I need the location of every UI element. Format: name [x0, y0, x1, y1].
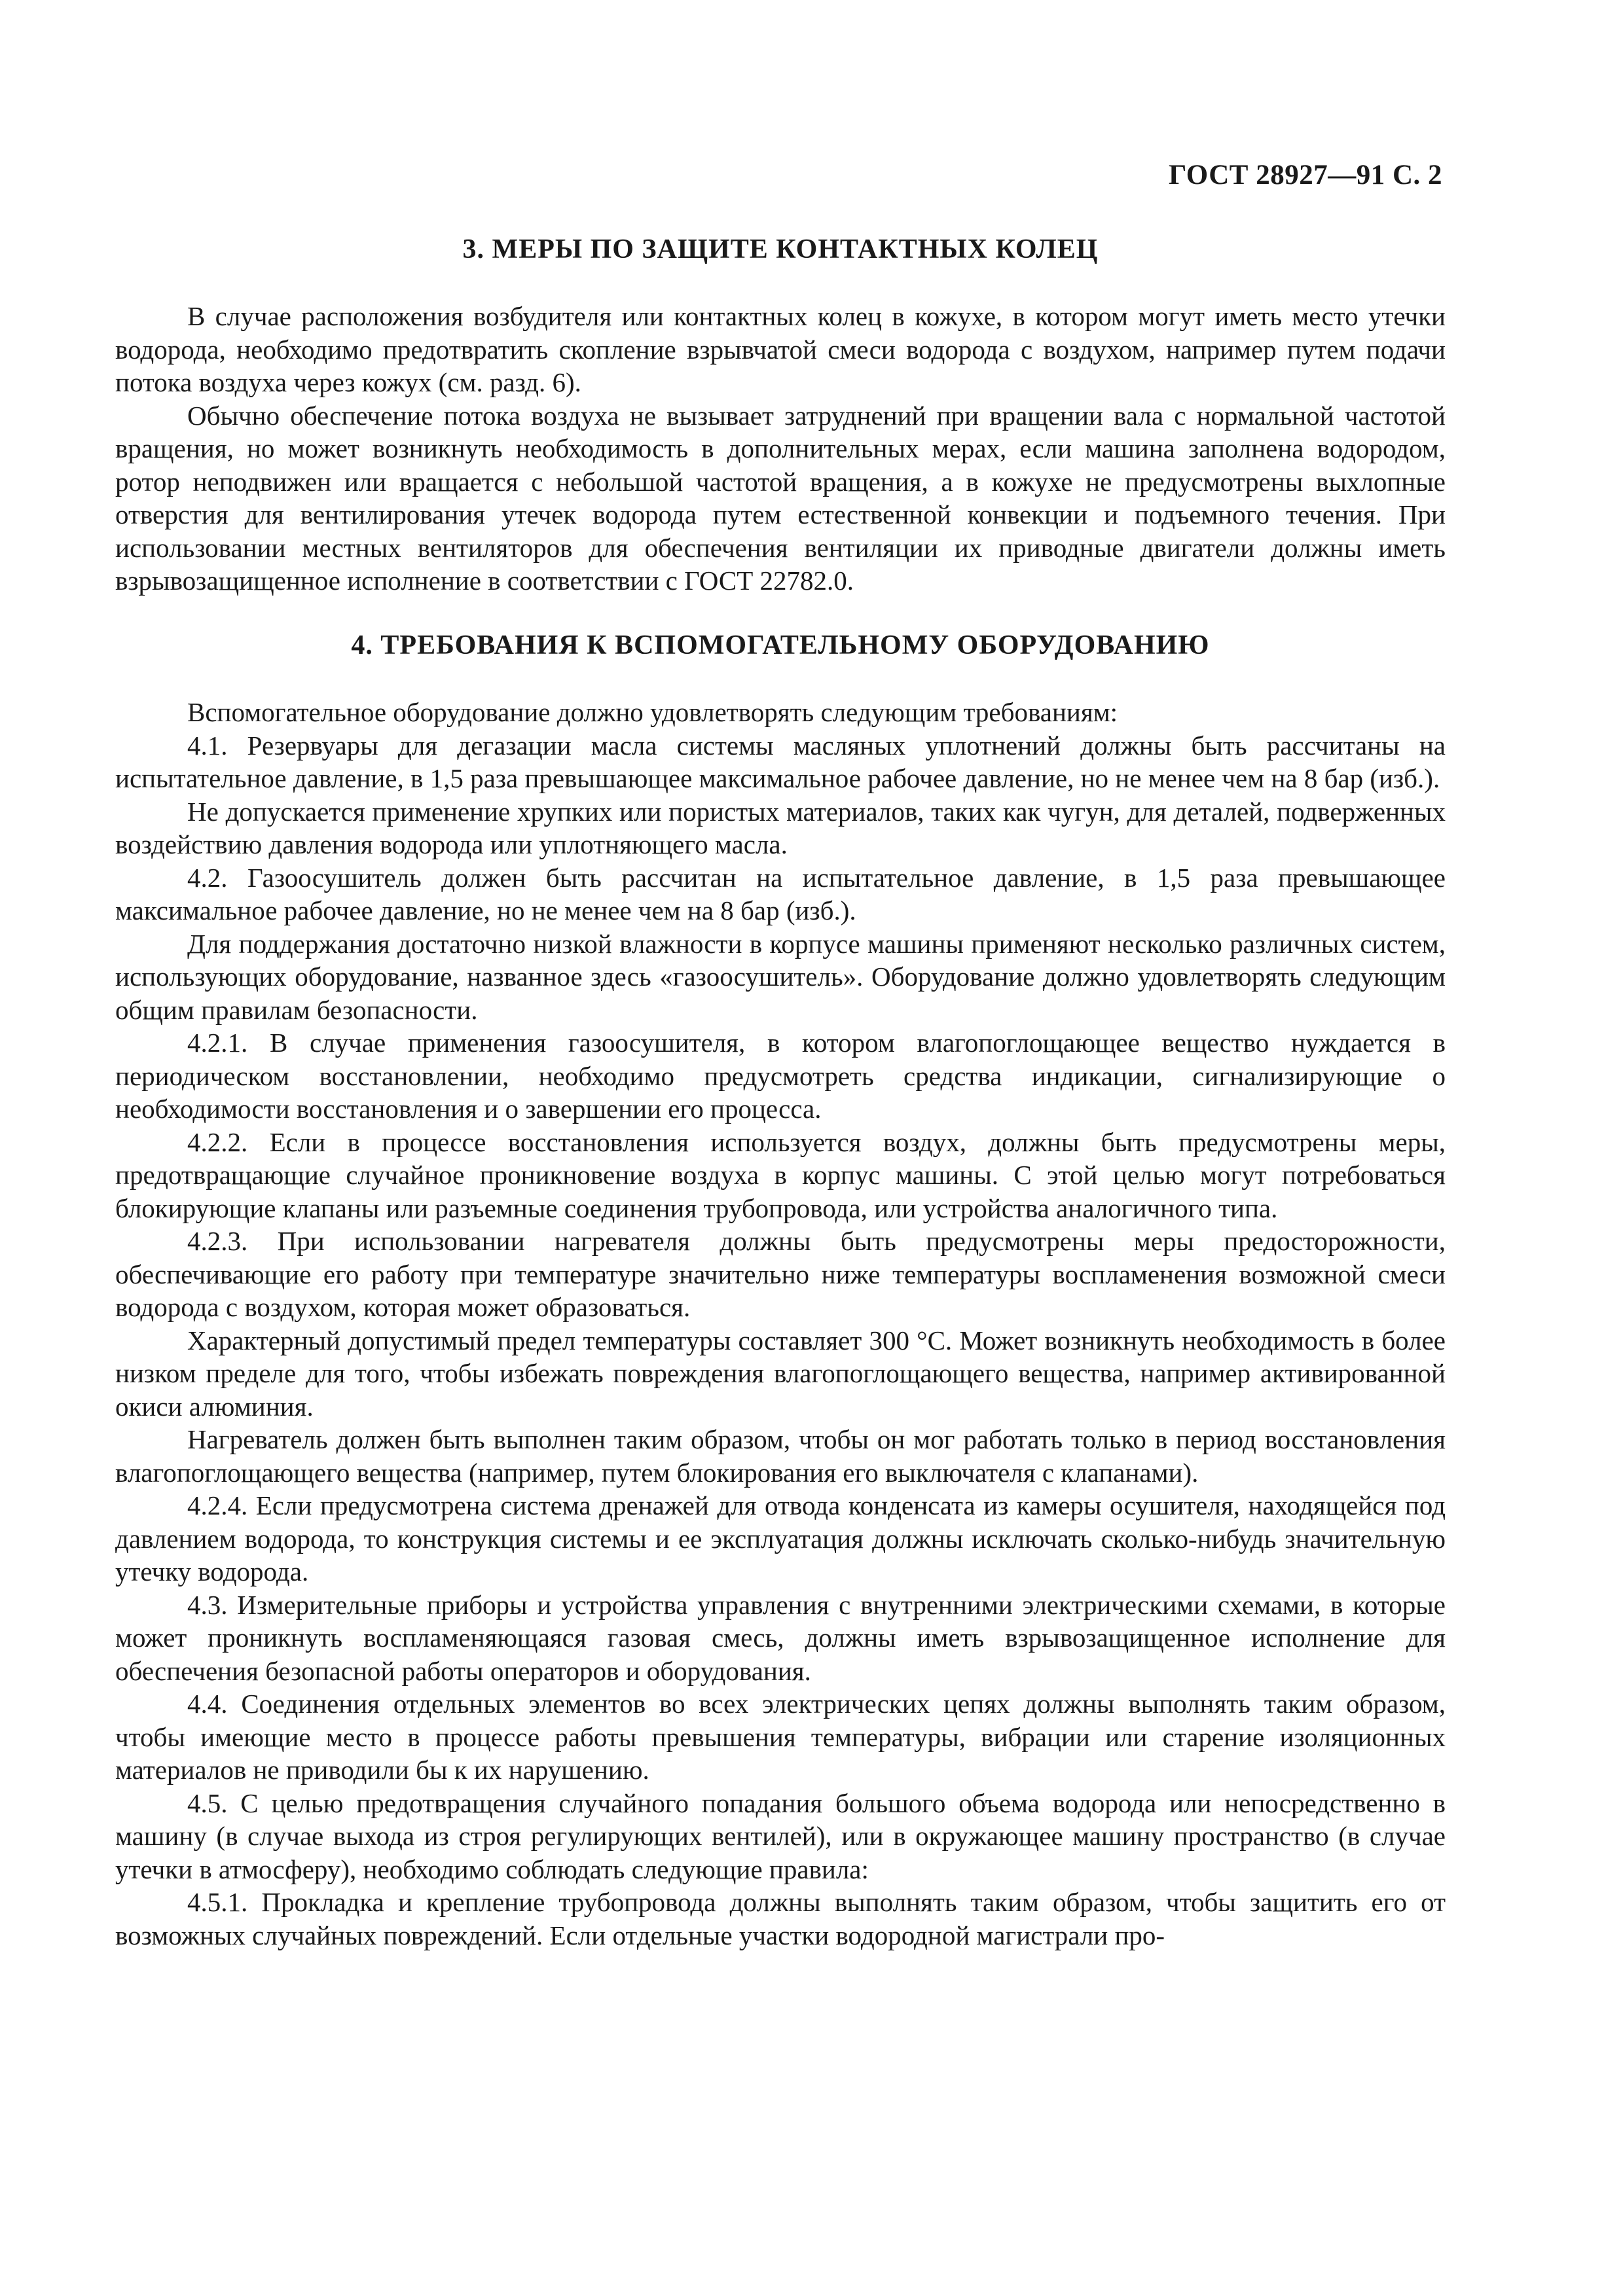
clause-4-5-1: 4.5.1. Прокладка и крепление трубопровода должны выполнять таким образом, чтобы защитить его от возможных случайных повреждений. Если отдельные участки водородной магистрали про-: [115, 1887, 1446, 1950]
section-3-paragraph: В случае расположения возбудителя или контактных колец в кожухе, в котором могут иметь место утечки водорода, необходимо предотвратить скопление взрывчатой смеси водорода с воздухом, например путем подачи потока воздуха через кожух (см. разд. 6).: [115, 301, 1446, 398]
document-body: [115, 233, 1446, 1952]
clause-4-2-4: 4.2.4. Если предусмотрена система дренажей для отвода конденсата из камеры осушителя, находящейся под давлением водорода, то конструкция системы и ее эксплуатация должны исключать сколько-нибудь значительную утечку водорода.: [115, 1490, 1446, 1587]
clause-4-2-3-note-2: Нагреватель должен быть выполнен таким образом, чтобы он мог работать только в период восстановления влагопоглощающего вещества (например, путем блокирования его выключателя с клапанами).: [115, 1424, 1446, 1488]
clause-4-2-2: 4.2.2. Если в процессе восстановления используется воздух, должны быть предусмотрены меры, предотвращающие случайное проникновение воздуха в корпус машины. С этой целью могут потребоваться блокирующие клапаны или разъемные соединения трубопровода, или устройства аналогичного типа.: [115, 1126, 1446, 1223]
section-4-title: 4. ТРЕБОВАНИЯ К ВСПОМОГАТЕЛЬНОМУ ОБОРУДОВАНИЮ: [351, 630, 1210, 660]
clause-4-2-note: Для поддержания достаточно низкой влажности в корпусе машины применяют несколько различных систем, использующих оборудование, названное здесь «газоосушитель». Оборудование должно удовлетворять следующим общим правилам безопасности.: [115, 928, 1446, 1025]
clause-4-1: 4.1. Резервуары для дегазации масла системы масляных уплотнений должны быть рассчитаны на испытательное давление, в 1,5 раза превышающее максимальное рабочее давление, но не менее чем на 8 бар (изб.).: [115, 730, 1446, 794]
clause-4-2: 4.2. Газоосушитель должен быть рассчитан на испытательное давление, в 1,5 раза превышающее максимальное рабочее давление, но не менее чем на 8 бар (изб.).: [115, 862, 1446, 926]
clause-4-4: 4.4. Соединения отдельных элементов во всех электрических цепях должны выполнять таким образом, чтобы имеющие место в процессе работы превышения температуры, вибрации или старение изоляционных материалов не приводили бы к их нарушению.: [115, 1689, 1446, 1785]
clause-4-5: 4.5. С целью предотвращения случайного попадания большого объема водорода или непосредственно в машину (в случае выхода из строя регулирующих вентилей), или в окружающее машину пространство (в случае утечки в атмосферу), необходимо соблюдать следующие правила:: [115, 1787, 1446, 1884]
page-header: ГОСТ 28927—91 С. 2: [1168, 160, 1442, 190]
clause-4-2-3-note-1: Характерный допустимый предел температуры составляет 300 °С. Может возникнуть необходимость в более низком пределе для того, чтобы избежать повреждения влагопоглощающего вещества, например активированной окиси алюминия.: [115, 1325, 1446, 1422]
section-3-paragraph: Обычно обеспечение потока воздуха не вызывает затруднений при вращении вала с нормальной частотой вращения, но может возникнуть необходимость в дополнительных мерах, если машина заполнена водородом, ротор неподвижен или вращается с небольшой частотой вращения, а в кожухе не предусмотрены выхлопные отверстия для вентилирования утечек водорода путем естественной конвекции и подъемного течения. При использовании местных вентиляторов для обеспечения вентиляции их приводные двигатели должны иметь взрывозащищенное исполнение в соответствии с ГОСТ 22782.0.: [115, 400, 1446, 596]
section-3-title: 3. МЕРЫ ПО ЗАЩИТЕ КОНТАКТНЫХ КОЛЕЦ: [462, 234, 1099, 264]
clause-4-2-1: 4.2.1. В случае применения газоосушителя, в котором влагопоглощающее вещество нуждается в периодическом восстановлении, необходимо предусмотреть средства индикации, сигнализирующие о необходимости восстановления и о завершении его процесса.: [115, 1028, 1446, 1124]
clause-4-2-3: 4.2.3. При использовании нагревателя должны быть предусмотрены меры предосторожности, обеспечивающие его работу при температуре значительно ниже температуры воспламенения возможной смеси водорода с воздухом, которая может образоваться.: [115, 1226, 1446, 1323]
clause-4-1-note: Не допускается применение хрупких или пористых материалов, таких как чугун, для деталей, подверженных воздействию давления водорода или уплотняющего масла.: [115, 796, 1446, 860]
clause-4-3: 4.3. Измерительные приборы и устройства управления с внутренними электрическими схемами, в которые может проникнуть воспламеняющаяся газовая смесь, должны иметь взрывозащищенное исполнение для обеспечения безопасной работы операторов и оборудования.: [115, 1589, 1446, 1686]
section-4-intro: Вспомогательное оборудование должно удовлетворять следующим требованиям:: [187, 697, 1118, 728]
